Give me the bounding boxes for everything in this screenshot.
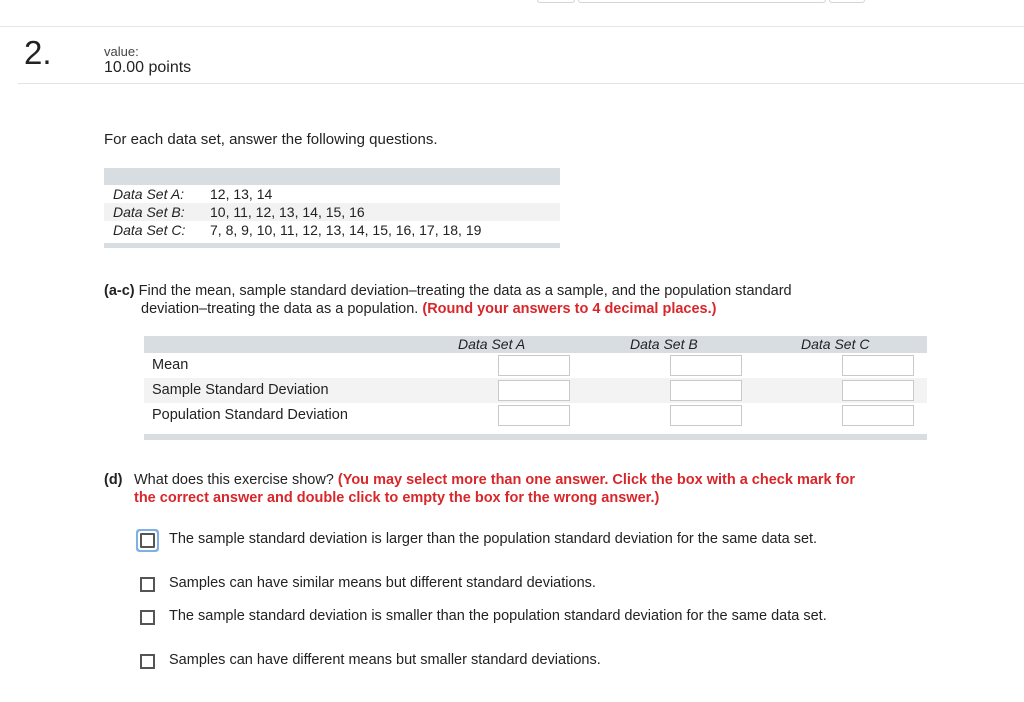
dataset-row: [104, 221, 560, 239]
checkbox[interactable]: [140, 577, 155, 592]
answer-table-footer: [144, 434, 927, 440]
column-header-a: Data Set A: [458, 336, 526, 352]
question-number: 2.: [24, 34, 52, 71]
value-points: 10.00 points: [104, 59, 192, 76]
mean-input-b[interactable]: [670, 355, 742, 376]
toolbar-button-left[interactable]: [537, 0, 575, 3]
choice-text: Samples can have different means but smaller standard deviations.: [169, 652, 601, 668]
answer-row-mean: [144, 353, 927, 378]
toolbar-button-middle[interactable]: [578, 0, 826, 3]
toolbar-button-right[interactable]: [829, 0, 865, 3]
row-label: Mean: [152, 357, 189, 373]
population-sd-input-c[interactable]: [842, 405, 914, 426]
part-ac-line2: [104, 300, 904, 318]
dataset-name: Data Set B:: [113, 204, 185, 220]
population-sd-input-a[interactable]: [498, 405, 570, 426]
dataset-table-footer: [104, 243, 560, 248]
part-d-question: [104, 471, 894, 506]
header-divider: [18, 83, 1024, 84]
answer-row-sample-sd: [144, 378, 927, 403]
part-ac-text-line2: deviation–treating the data as a population.: [141, 301, 419, 317]
column-header-b: Data Set B: [630, 336, 698, 352]
intro-text: For each data set, answer the following questions.: [104, 131, 438, 148]
dataset-name: Data Set C:: [113, 222, 186, 238]
dataset-table-header: [104, 168, 560, 185]
choice-text: The sample standard deviation is smaller than the population standard deviation for the same data set.: [169, 608, 827, 624]
sample-sd-input-c[interactable]: [842, 380, 914, 401]
value-label: value:: [104, 44, 139, 59]
dataset-row: [104, 185, 560, 203]
dataset-values: 10, 11, 12, 13, 14, 15, 16: [210, 204, 365, 220]
mean-input-c[interactable]: [842, 355, 914, 376]
top-divider: [0, 26, 1024, 27]
dataset-table: [104, 168, 560, 248]
choice-text: Samples can have similar means but different standard deviations.: [169, 575, 596, 591]
dataset-row: [104, 203, 560, 221]
part-ac-question: [104, 282, 904, 318]
row-label: Sample Standard Deviation: [152, 382, 329, 398]
part-d-text: What does this exercise show?: [134, 472, 334, 488]
mean-input-a[interactable]: [498, 355, 570, 376]
answer-row-population-sd: [144, 403, 927, 428]
sample-sd-input-a[interactable]: [498, 380, 570, 401]
checkbox[interactable]: [140, 610, 155, 625]
part-ac-line1: [104, 282, 904, 300]
part-d-text-block: [134, 471, 874, 507]
part-ac-label: (a-c): [104, 283, 135, 299]
part-ac-text-line1: Find the mean, sample standard deviation–treating the data as a sample, and the population standard: [138, 283, 792, 299]
population-sd-input-b[interactable]: [670, 405, 742, 426]
checkbox[interactable]: [140, 654, 155, 669]
choice-text: The sample standard deviation is larger than the population standard deviation for the same data set.: [169, 531, 818, 547]
part-d-label: (d): [104, 472, 123, 488]
dataset-values: 12, 13, 14: [210, 186, 273, 202]
answer-table-header: [144, 336, 927, 353]
row-label: Population Standard Deviation: [152, 407, 348, 423]
sample-sd-input-b[interactable]: [670, 380, 742, 401]
checkbox[interactable]: [140, 533, 155, 548]
dataset-name: Data Set A:: [113, 186, 185, 202]
part-d-instruction: (You may select more than one answer. Click the box with a check mark for the correct answer and double click to empty the box for the wrong answer.): [134, 472, 855, 506]
dataset-values: 7, 8, 9, 10, 11, 12, 13, 14, 15, 16, 17, 18, 19: [210, 222, 482, 238]
answer-table: [144, 336, 927, 440]
column-header-c: Data Set C: [801, 336, 870, 352]
part-ac-instruction: (Round your answers to 4 decimal places.): [422, 301, 717, 317]
